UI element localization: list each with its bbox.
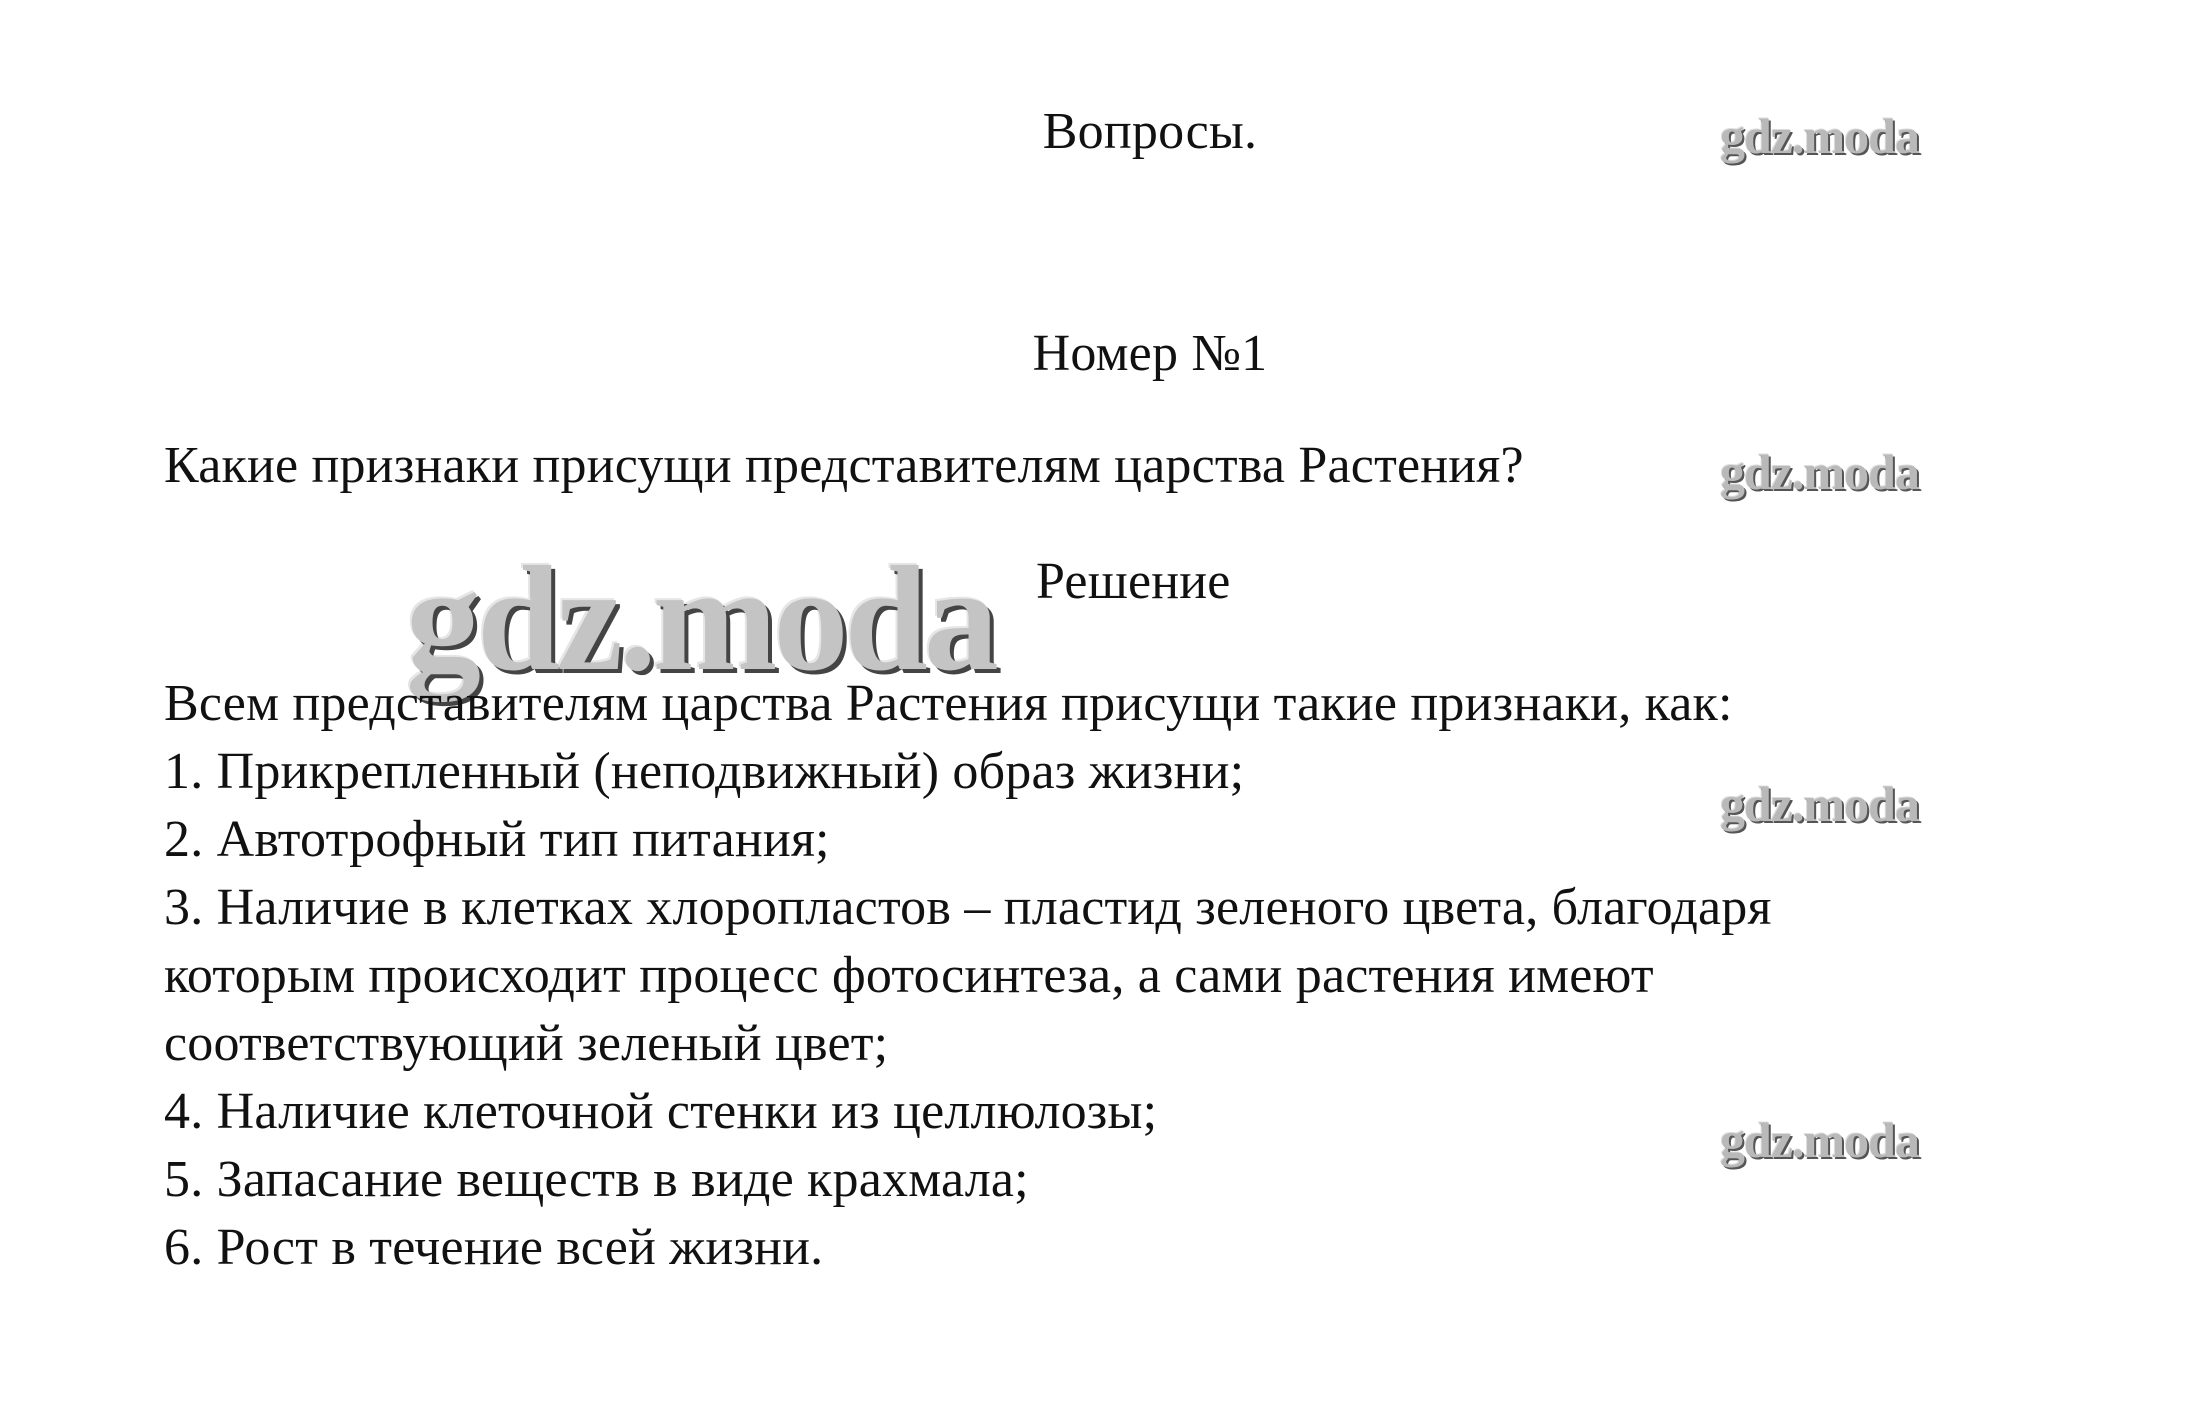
solution-line: 3. Наличие в клетках хлоропластов – пластид зеленого цвета, благодаря (164, 879, 1772, 936)
solution-line: которым происходит процесс фотосинтеза, а сами растения имеют (164, 947, 1654, 1004)
solution-intro: Всем представителям царства Растения присущи такие признаки, как: (164, 675, 1733, 732)
solution-line: 6. Рост в течение всей жизни. (164, 1219, 824, 1276)
watermark-logo: gdz.moda (1720, 776, 1919, 832)
section-title: Вопросы. (1042, 103, 1258, 160)
solution-line: соответствующий зеленый цвет; (164, 1015, 889, 1072)
question-number-title: Номер №1 (1032, 325, 1268, 382)
solution-line: 2. Автотрофный тип питания; (164, 811, 830, 868)
solution-line: 5. Запасание веществ в виде крахмала; (164, 1151, 1029, 1208)
solution-line: 1. Прикрепленный (неподвижный) образ жизни; (164, 743, 1245, 800)
watermark-logo: gdz.moda (1720, 1112, 1919, 1168)
solution-label: Решение (1036, 553, 1231, 610)
question-text: Какие признаки присущи представителям царства Растения? (164, 437, 1524, 494)
watermark-logo: gdz.moda (1720, 444, 1919, 500)
solution-line: 4. Наличие клеточной стенки из целлюлозы; (164, 1083, 1158, 1140)
watermark-logo: gdz.moda (1720, 108, 1919, 164)
watermark-logo-large: gdz.moda (406, 536, 995, 702)
